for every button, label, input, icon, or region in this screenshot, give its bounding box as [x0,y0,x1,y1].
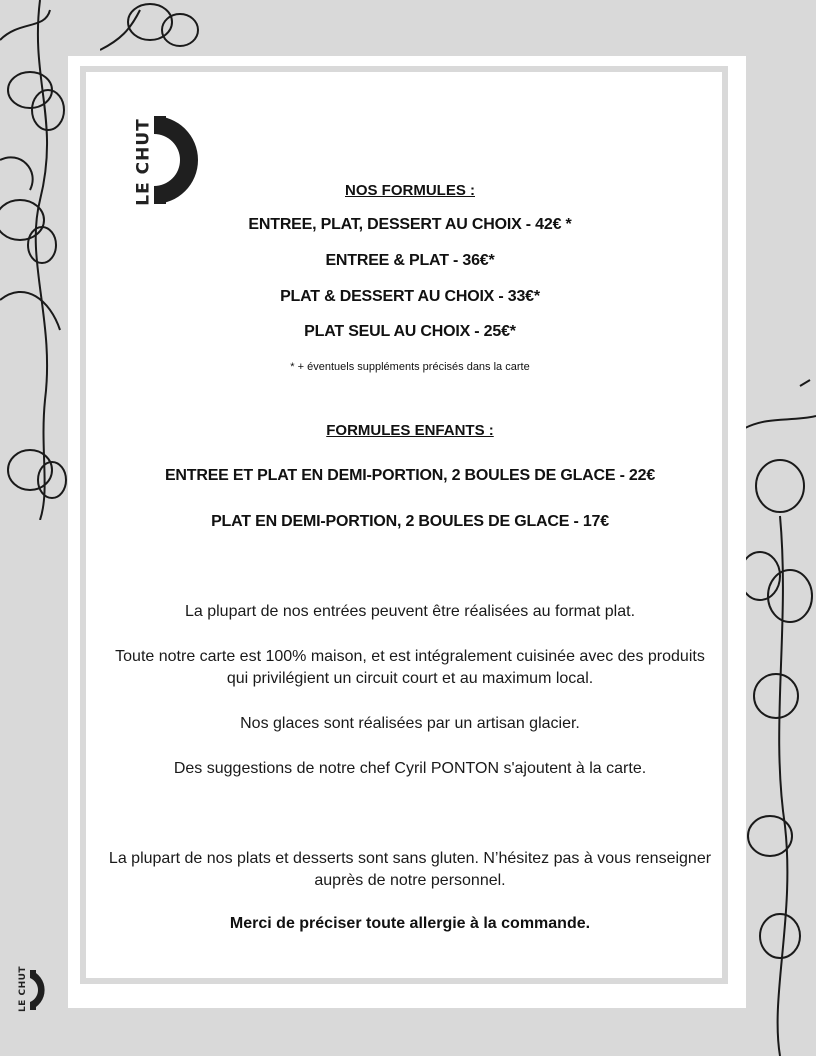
floral-decoration-top [100,0,210,60]
brand-c-mark-small-icon [28,968,54,1012]
info-paragraph: Nos glaces sont réalisées par un artisan glacier. [240,715,580,732]
brand-name: LE CHUT [133,118,154,206]
menu-card [68,56,746,1008]
floral-decoration-right [740,376,816,1056]
allergy-notice: Merci de préciser toute allergie à la commande. [229,915,591,932]
formula-item: ENTREE & PLAT - 36€* [325,252,495,269]
info-paragraph: La plupart de nos entrées peuvent être réalisées au format plat. [184,603,636,620]
menu-card-inner [80,66,728,984]
brand-name-small: LE CHUT [18,965,29,1013]
formulas-heading: NOS FORMULES : [345,182,475,199]
kids-formula-item: PLAT EN DEMI-PORTION, 2 BOULES DE GLACE - 17€ [211,513,609,530]
supplements-note: * + éventuels suppléments précisés dans la carte [290,361,530,373]
formula-item: ENTREE, PLAT, DESSERT AU CHOIX - 42€ * [248,216,572,233]
gluten-paragraph: La plupart de nos plats et desserts sont sans gluten. N’hésitez pas à vous renseigner auprès de notre personnel. [108,850,712,889]
floral-decoration-left [0,0,70,520]
info-paragraph: Toute notre carte est 100% maison, et est intégralement cuisinée avec des produits qui privilégient un circuit court et au maximum local. [115,648,705,687]
kids-heading: FORMULES ENFANTS : [326,422,494,439]
info-paragraph: Des suggestions de notre chef Cyril PONTON s'ajoutent à la carte. [173,760,647,777]
formula-item: PLAT SEUL AU CHOIX - 25€* [304,323,516,340]
kids-formula-item: ENTREE ET PLAT EN DEMI-PORTION, 2 BOULES DE GLACE - 22€ [164,467,656,484]
brand-logo-small [12,965,56,1014]
formula-item: PLAT & DESSERT AU CHOIX - 33€* [280,288,540,305]
